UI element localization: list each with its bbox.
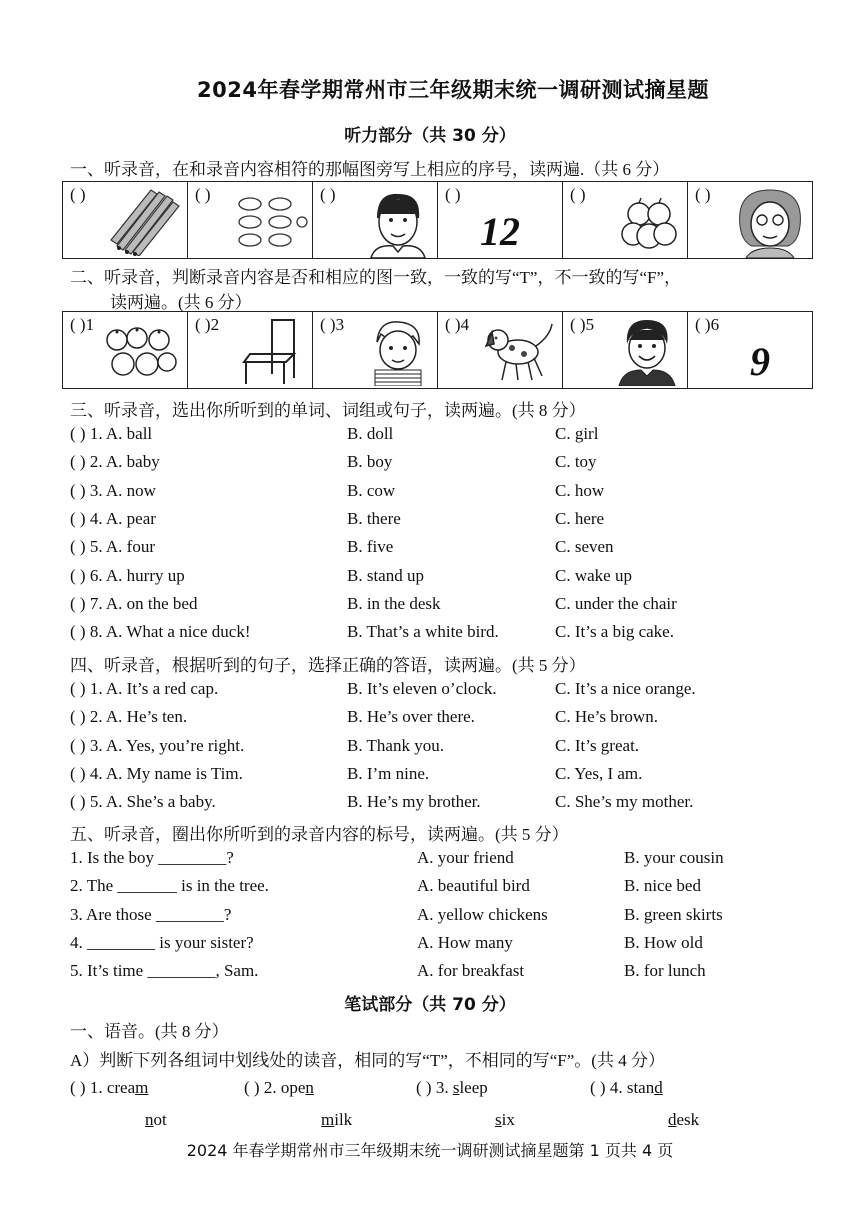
circle-option-q[interactable]: 2. The _______ is in the tree. bbox=[70, 876, 269, 896]
question-row bbox=[70, 509, 830, 533]
boy-icon bbox=[361, 316, 433, 386]
answer-blank[interactable]: ( )6 bbox=[695, 315, 720, 334]
man-icon bbox=[363, 188, 433, 258]
question-option-b[interactable]: B. boy bbox=[347, 452, 393, 472]
circle-option-b[interactable]: B. How old bbox=[624, 932, 703, 952]
page-footer: 2024 年春学期常州市三年级期末统一调研测试摘星题第 1 页共 4 页 bbox=[186, 1141, 674, 1160]
question-row bbox=[70, 566, 830, 590]
answer-blank[interactable]: ( ) bbox=[70, 185, 86, 204]
circle-option-q[interactable]: 5. It’s time ________, Sam. bbox=[70, 961, 259, 981]
question-row bbox=[70, 537, 830, 561]
answer-blank[interactable]: ( )2 bbox=[195, 315, 220, 334]
question-option-c[interactable]: C. seven bbox=[555, 537, 614, 557]
answer-blank[interactable]: ( )5 bbox=[570, 315, 595, 334]
question-row bbox=[70, 424, 830, 448]
circle-option-q[interactable]: 4. ________ is your sister? bbox=[70, 932, 254, 952]
answer-blank[interactable]: ( )1 bbox=[70, 315, 95, 334]
circle-option-b[interactable]: B. for lunch bbox=[624, 961, 706, 981]
question-option-q[interactable]: ( ) 2. A. baby bbox=[70, 452, 160, 472]
question-option-b[interactable]: B. there bbox=[347, 508, 401, 528]
chair-icon bbox=[242, 316, 302, 386]
number-twelve: 12 bbox=[480, 209, 520, 254]
apples-icon bbox=[619, 196, 679, 252]
circle-option-b[interactable]: B. your cousin bbox=[624, 848, 724, 867]
question-option-c[interactable]: C. girl bbox=[555, 424, 599, 443]
section-1-heading: 一、听录音，在和录音内容相符的那幅图旁写上相应的序号，读两遍.（共 6 分） bbox=[70, 160, 670, 179]
circle-row bbox=[70, 961, 830, 985]
circle-option-a[interactable]: A. yellow chickens bbox=[417, 904, 548, 924]
circle-option-b[interactable]: B. nice bed bbox=[624, 876, 701, 896]
circle-option-a[interactable]: A. for breakfast bbox=[417, 961, 525, 981]
question-row bbox=[70, 622, 830, 646]
response-row bbox=[70, 736, 830, 760]
circle-option-a[interactable]: A. How many bbox=[417, 932, 513, 952]
response-row bbox=[70, 679, 830, 703]
picture-cell bbox=[63, 182, 188, 259]
circle-option-a[interactable]: A. beautiful bird bbox=[417, 876, 530, 896]
picture-cell bbox=[438, 182, 563, 259]
grandma-icon bbox=[732, 186, 808, 258]
section-5-heading: 五、听录音，圈出你所听到的录音内容的标号，读两遍。(共 5 分） bbox=[70, 825, 569, 844]
response-option-c[interactable]: C. It’s a nice orange. bbox=[555, 679, 696, 698]
question-row bbox=[70, 481, 830, 505]
question-option-b[interactable]: B. cow bbox=[347, 480, 396, 500]
phonics-word-not: not bbox=[145, 1110, 167, 1129]
picture-cell bbox=[688, 312, 813, 389]
picture-cell bbox=[188, 182, 313, 259]
question-option-q[interactable]: ( ) 1. A. ball bbox=[70, 424, 153, 443]
pencils-icon bbox=[107, 188, 183, 256]
question-option-q[interactable]: ( ) 7. A. on the bed bbox=[70, 593, 198, 613]
picture-cell bbox=[688, 182, 813, 259]
answer-blank[interactable]: ( ) bbox=[570, 185, 586, 204]
response-option-q[interactable]: ( ) 2. A. He’s ten. bbox=[70, 707, 188, 727]
dog-icon bbox=[482, 318, 558, 384]
picture-cell bbox=[438, 312, 563, 389]
response-option-b[interactable]: B. Thank you. bbox=[347, 735, 444, 755]
question-option-q[interactable]: ( ) 3. A. now bbox=[70, 480, 156, 500]
circle-option-b[interactable]: B. green skirts bbox=[624, 904, 723, 924]
answer-blank[interactable]: ( )3 bbox=[320, 315, 345, 334]
question-option-b[interactable]: B. in the desk bbox=[347, 593, 441, 613]
section-2-heading-line2: 读两遍。(共 6 分） bbox=[110, 293, 252, 312]
question-option-c[interactable]: C. under the chair bbox=[555, 593, 677, 613]
listening-section-header: 听力部分（共 30 分） bbox=[344, 126, 516, 146]
response-option-c[interactable]: C. It’s great. bbox=[555, 735, 640, 755]
phonics-row-1 bbox=[70, 1078, 830, 1102]
question-option-c[interactable]: C. wake up bbox=[555, 565, 632, 585]
picture-cell bbox=[313, 182, 438, 259]
phonics-word-milk: milk bbox=[321, 1110, 353, 1129]
response-option-b[interactable]: B. He’s over there. bbox=[347, 707, 475, 727]
response-option-q[interactable]: ( ) 1. A. It’s a red cap. bbox=[70, 679, 219, 698]
response-option-c[interactable]: C. Yes, I am. bbox=[555, 763, 643, 783]
phonics-item-1[interactable]: ( ) 1. cream bbox=[70, 1078, 149, 1097]
section-2-heading-line1: 二、听录音，判断录音内容是否和相应的图一致，一致的写“T”，不一致的写“F”， bbox=[70, 268, 682, 287]
response-option-q[interactable]: ( ) 3. A. Yes, you’re right. bbox=[70, 735, 245, 755]
picture-table-2 bbox=[62, 311, 813, 389]
question-option-c[interactable]: C. here bbox=[555, 508, 605, 528]
picture-cell bbox=[188, 312, 313, 389]
phonics-item-2[interactable]: ( ) 2. open bbox=[244, 1078, 314, 1097]
circle-option-q[interactable]: 1. Is the boy ________? bbox=[70, 848, 234, 867]
page-title: 2024年春学期常州市三年级期末统一调研测试摘星题 bbox=[197, 78, 709, 102]
question-option-q[interactable]: ( ) 8. A. What a nice duck! bbox=[70, 622, 251, 642]
question-option-b[interactable]: B. five bbox=[347, 537, 394, 557]
section-4-heading: 四、听录音，根据听到的句子，选择正确的答语，读两遍。(共 5 分） bbox=[70, 656, 586, 675]
picture-cell bbox=[63, 312, 188, 389]
boy-smiling-icon bbox=[613, 316, 681, 386]
answer-blank[interactable]: ( ) bbox=[445, 185, 461, 204]
phonics-word-six: six bbox=[495, 1110, 515, 1129]
response-option-b[interactable]: B. He’s my brother. bbox=[347, 792, 481, 812]
response-option-c[interactable]: C. He’s brown. bbox=[555, 707, 658, 727]
answer-blank[interactable]: ( )4 bbox=[445, 315, 470, 334]
oranges-icon bbox=[103, 324, 181, 384]
section-3-heading: 三、听录音，选出你所听到的单词、词组或句子，读两遍。(共 8 分） bbox=[70, 401, 586, 420]
phonics-item-4[interactable]: ( ) 4. stand bbox=[590, 1078, 663, 1097]
phonics-row-2 bbox=[70, 1110, 830, 1134]
response-row bbox=[70, 792, 830, 816]
circle-option-a[interactable]: A. your friend bbox=[417, 848, 514, 867]
response-option-q[interactable]: ( ) 5. A. She’s a baby. bbox=[70, 792, 216, 812]
circle-row bbox=[70, 933, 830, 957]
picture-table-1 bbox=[62, 181, 813, 259]
circle-row bbox=[70, 848, 830, 872]
writing-section-1-heading: 一、语音。(共 8 分） bbox=[70, 1022, 229, 1041]
writing-section-header: 笔试部分（共 70 分） bbox=[344, 995, 516, 1015]
response-option-b[interactable]: B. I’m nine. bbox=[347, 763, 430, 783]
writing-section-1-instruction: A）判断下列各组词中划线处的读音，相同的写“T”，不相同的写“F”。(共 4 分） bbox=[70, 1051, 665, 1070]
question-row bbox=[70, 452, 830, 476]
question-option-c[interactable]: C. It’s a big cake. bbox=[555, 622, 674, 642]
question-option-b[interactable]: B. That’s a white bird. bbox=[347, 622, 499, 642]
phonics-word-desk: desk bbox=[668, 1110, 700, 1129]
question-option-c[interactable]: C. how bbox=[555, 480, 605, 500]
picture-cell bbox=[313, 312, 438, 389]
question-option-b[interactable]: B. stand up bbox=[347, 565, 424, 585]
number-nine: 9 bbox=[750, 339, 770, 384]
circle-option-q[interactable]: 3. Are those ________? bbox=[70, 904, 232, 924]
picture-cell bbox=[563, 182, 688, 259]
phonics-item-3[interactable]: ( ) 3. sleep bbox=[416, 1078, 488, 1097]
response-row bbox=[70, 707, 830, 731]
question-option-q[interactable]: ( ) 6. A. hurry up bbox=[70, 565, 185, 585]
response-row bbox=[70, 764, 830, 788]
question-option-b[interactable]: B. doll bbox=[347, 424, 394, 443]
pigs-icon bbox=[236, 194, 308, 250]
question-option-q[interactable]: ( ) 5. A. four bbox=[70, 537, 155, 557]
response-option-b[interactable]: B. It’s eleven o’clock. bbox=[347, 679, 497, 698]
circle-row bbox=[70, 876, 830, 900]
question-row bbox=[70, 594, 830, 618]
response-option-q[interactable]: ( ) 4. A. My name is Tim. bbox=[70, 763, 243, 783]
answer-blank[interactable]: ( ) bbox=[695, 185, 711, 204]
answer-blank[interactable]: ( ) bbox=[195, 185, 211, 204]
question-option-q[interactable]: ( ) 4. A. pear bbox=[70, 508, 156, 528]
circle-row bbox=[70, 905, 830, 929]
response-option-c[interactable]: C. She’s my mother. bbox=[555, 792, 694, 812]
question-option-c[interactable]: C. toy bbox=[555, 452, 597, 472]
answer-blank[interactable]: ( ) bbox=[320, 185, 336, 204]
picture-cell bbox=[563, 312, 688, 389]
